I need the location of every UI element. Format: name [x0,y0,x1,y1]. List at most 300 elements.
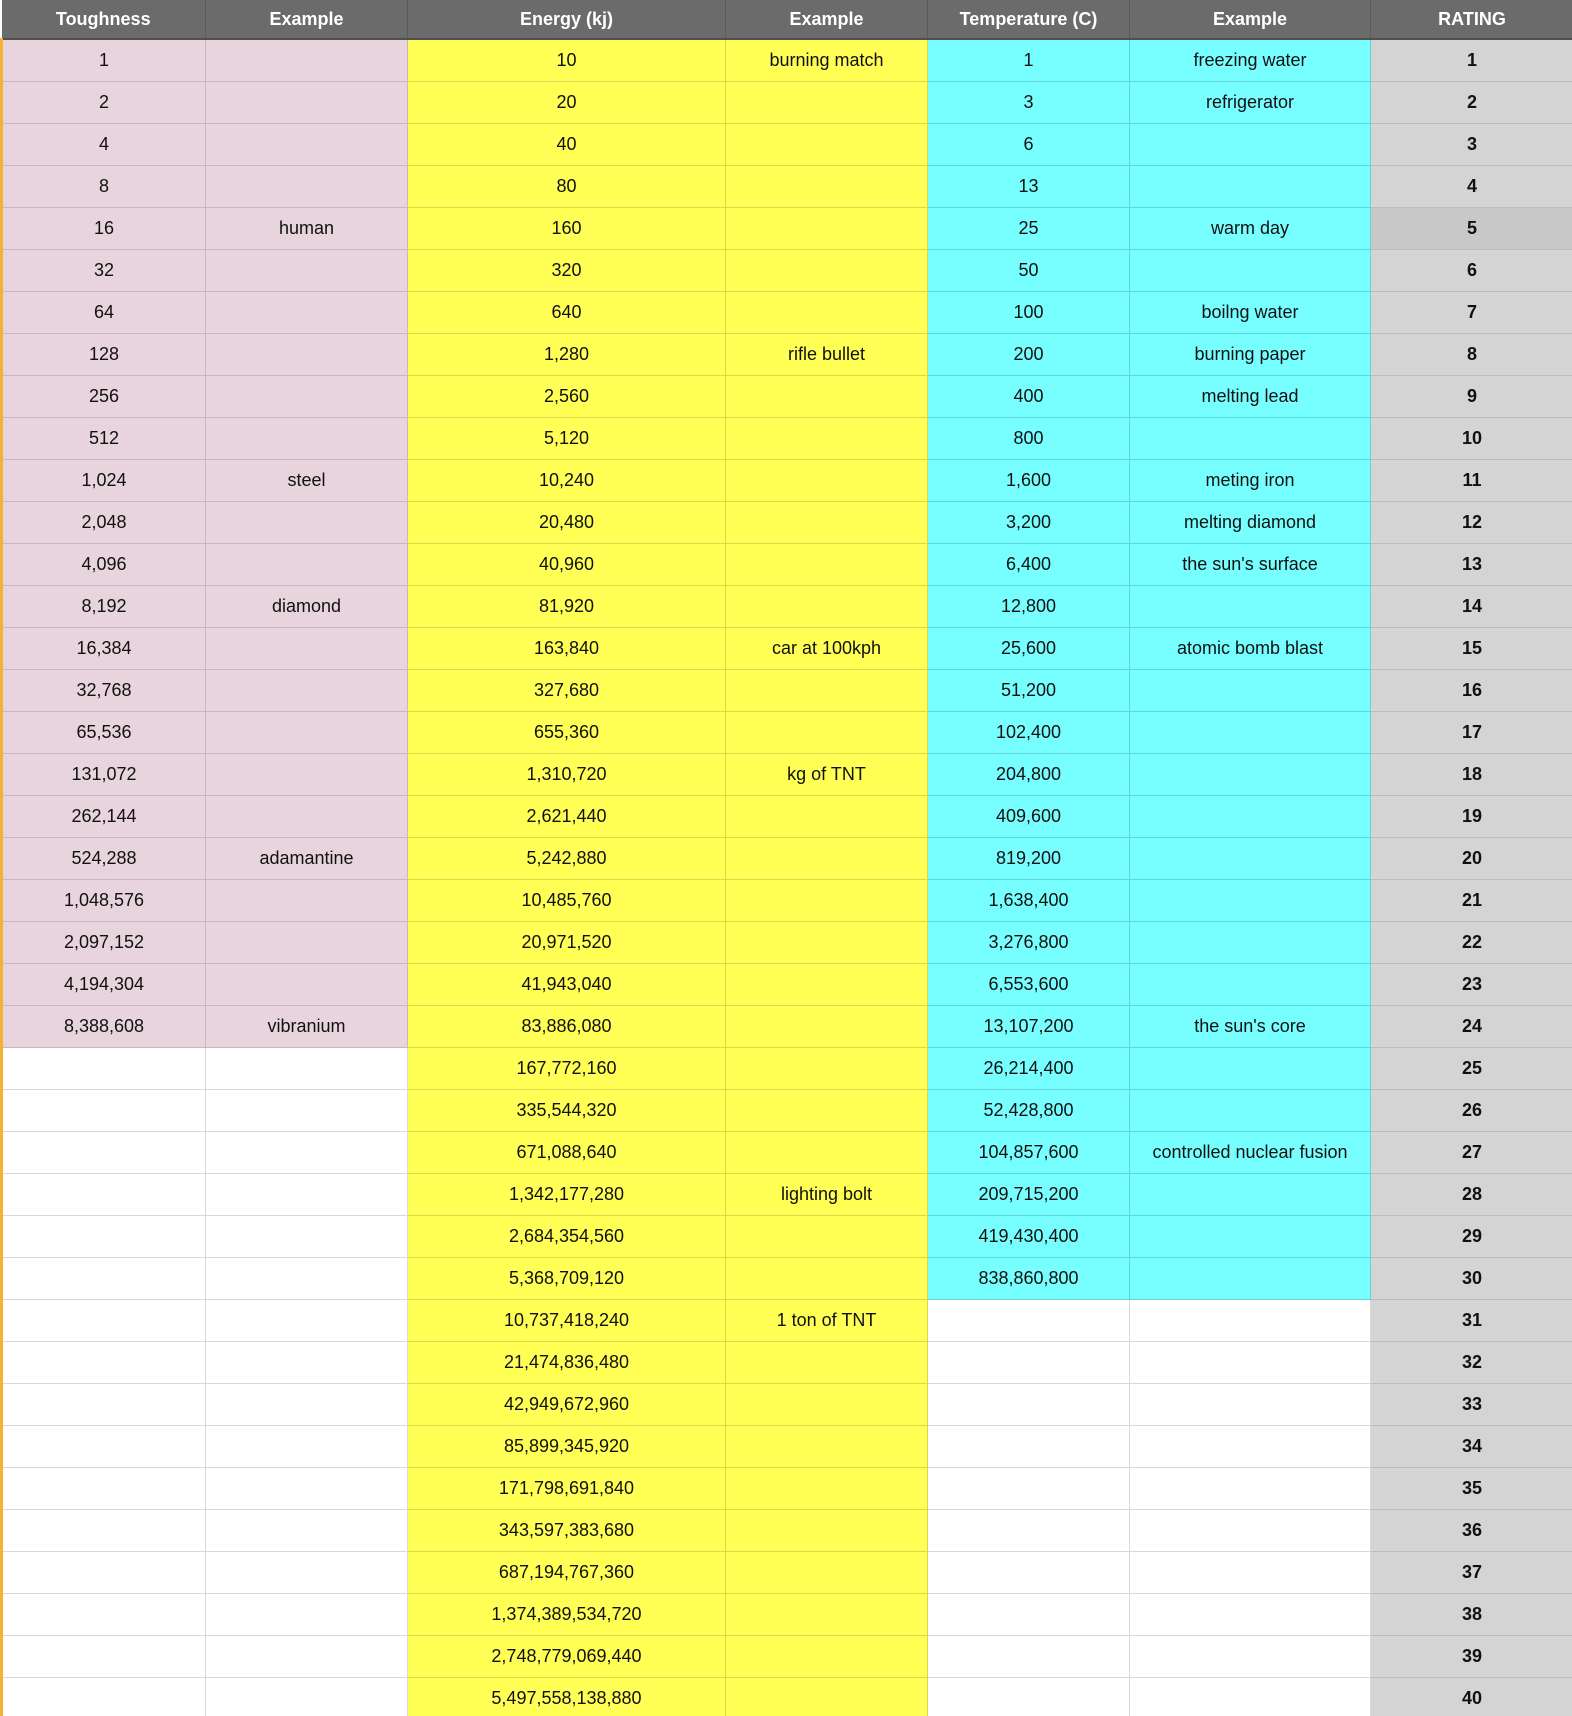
rating-cell[interactable]: 19 [1371,796,1572,838]
energy-cell[interactable]: 671,088,640 [408,1132,726,1174]
toughness-example-cell[interactable] [206,39,408,82]
header-toughness-example[interactable]: Example [206,0,408,39]
toughness-cell[interactable] [2,1678,206,1716]
toughness-cell[interactable] [2,1510,206,1552]
temperature-example-cell[interactable] [1130,670,1371,712]
header-temperature-example[interactable]: Example [1130,0,1371,39]
temperature-cell[interactable]: 26,214,400 [928,1048,1130,1090]
rating-cell[interactable]: 5 [1371,208,1572,250]
energy-cell[interactable]: 40,960 [408,544,726,586]
temperature-example-cell[interactable]: melting lead [1130,376,1371,418]
temperature-example-cell[interactable] [1130,712,1371,754]
temperature-example-cell[interactable]: warm day [1130,208,1371,250]
table-row [2,250,1572,292]
toughness-example-cell[interactable] [206,1174,408,1216]
toughness-cell[interactable]: 256 [2,376,206,418]
toughness-example-cell[interactable] [206,250,408,292]
energy-example-cell[interactable] [726,1426,928,1468]
rating-cell[interactable]: 14 [1371,586,1572,628]
energy-cell[interactable]: 1,280 [408,334,726,376]
temperature-cell[interactable]: 400 [928,376,1130,418]
rating-cell[interactable]: 27 [1371,1132,1572,1174]
toughness-cell[interactable] [2,1048,206,1090]
energy-cell[interactable]: 5,368,709,120 [408,1258,726,1300]
energy-example-cell[interactable] [726,1468,928,1510]
table-row [2,1342,1572,1384]
rating-cell[interactable]: 24 [1371,1006,1572,1048]
energy-cell[interactable]: 81,920 [408,586,726,628]
temperature-example-cell[interactable] [1130,1258,1371,1300]
rating-cell[interactable]: 20 [1371,838,1572,880]
toughness-cell[interactable] [2,1468,206,1510]
energy-cell[interactable]: 1,310,720 [408,754,726,796]
toughness-example-cell[interactable] [206,922,408,964]
toughness-example-cell[interactable] [206,1426,408,1468]
energy-cell[interactable]: 2,748,779,069,440 [408,1636,726,1678]
toughness-example-cell[interactable] [206,334,408,376]
table-row [2,922,1572,964]
toughness-cell[interactable]: 4,194,304 [2,964,206,1006]
energy-cell[interactable]: 10,737,418,240 [408,1300,726,1342]
toughness-example-cell[interactable] [206,82,408,124]
energy-cell[interactable]: 640 [408,292,726,334]
energy-cell[interactable]: 10 [408,39,726,82]
table-row [2,1678,1572,1716]
toughness-cell[interactable] [2,1426,206,1468]
rating-cell[interactable]: 28 [1371,1174,1572,1216]
header-temperature[interactable]: Temperature (C) [928,0,1130,39]
energy-cell[interactable]: 2,621,440 [408,796,726,838]
energy-example-cell[interactable] [726,376,928,418]
temperature-cell[interactable]: 13 [928,166,1130,208]
rating-cell[interactable]: 12 [1371,502,1572,544]
energy-example-cell[interactable] [726,502,928,544]
energy-example-cell[interactable] [726,1090,928,1132]
toughness-example-cell[interactable] [206,796,408,838]
energy-cell[interactable]: 5,120 [408,418,726,460]
rating-cell[interactable]: 38 [1371,1594,1572,1636]
energy-cell[interactable]: 83,886,080 [408,1006,726,1048]
table-row [2,712,1572,754]
rating-cell[interactable]: 3 [1371,124,1572,166]
rating-cell[interactable]: 34 [1371,1426,1572,1468]
temperature-example-cell[interactable]: the sun's core [1130,1006,1371,1048]
temperature-cell[interactable] [928,1300,1130,1342]
energy-example-cell[interactable]: kg of TNT [726,754,928,796]
energy-example-cell[interactable]: rifle bullet [726,334,928,376]
table-row [2,166,1572,208]
temperature-example-cell[interactable]: boilng water [1130,292,1371,334]
toughness-cell[interactable]: 32,768 [2,670,206,712]
toughness-cell[interactable]: 2,097,152 [2,922,206,964]
energy-example-cell[interactable] [726,418,928,460]
energy-cell[interactable]: 687,194,767,360 [408,1552,726,1594]
temperature-cell[interactable]: 419,430,400 [928,1216,1130,1258]
energy-cell[interactable]: 171,798,691,840 [408,1468,726,1510]
temperature-cell[interactable] [928,1678,1130,1716]
temperature-example-cell[interactable] [1130,418,1371,460]
temperature-example-cell[interactable]: atomic bomb blast [1130,628,1371,670]
toughness-example-cell[interactable] [206,1510,408,1552]
toughness-example-cell[interactable] [206,544,408,586]
energy-cell[interactable]: 343,597,383,680 [408,1510,726,1552]
table-row [2,1090,1572,1132]
toughness-cell[interactable] [2,1090,206,1132]
temperature-example-cell[interactable] [1130,1342,1371,1384]
energy-example-cell[interactable] [726,1552,928,1594]
toughness-example-cell[interactable] [206,1132,408,1174]
energy-example-cell[interactable] [726,166,928,208]
energy-example-cell[interactable] [726,1342,928,1384]
toughness-cell[interactable] [2,1258,206,1300]
temperature-cell[interactable] [928,1426,1130,1468]
rating-cell[interactable]: 11 [1371,460,1572,502]
temperature-cell[interactable]: 209,715,200 [928,1174,1130,1216]
energy-example-cell[interactable] [726,922,928,964]
energy-cell[interactable]: 42,949,672,960 [408,1384,726,1426]
temperature-example-cell[interactable] [1130,1300,1371,1342]
energy-example-cell[interactable] [726,82,928,124]
energy-cell[interactable]: 2,560 [408,376,726,418]
toughness-example-cell[interactable]: diamond [206,586,408,628]
toughness-cell[interactable]: 524,288 [2,838,206,880]
rating-cell[interactable]: 25 [1371,1048,1572,1090]
energy-example-cell[interactable] [726,292,928,334]
toughness-example-cell[interactable] [206,1342,408,1384]
toughness-example-cell[interactable] [206,1678,408,1716]
temperature-example-cell[interactable] [1130,250,1371,292]
header-energy[interactable]: Energy (kj) [408,0,726,39]
energy-example-cell[interactable] [726,964,928,1006]
temperature-cell[interactable]: 838,860,800 [928,1258,1130,1300]
energy-example-cell[interactable] [726,250,928,292]
temperature-cell[interactable]: 200 [928,334,1130,376]
toughness-example-cell[interactable] [206,670,408,712]
energy-example-cell[interactable] [726,1594,928,1636]
rating-cell[interactable]: 32 [1371,1342,1572,1384]
toughness-cell[interactable]: 16,384 [2,628,206,670]
rating-cell[interactable]: 21 [1371,880,1572,922]
temperature-cell[interactable]: 102,400 [928,712,1130,754]
temperature-cell[interactable]: 50 [928,250,1130,292]
toughness-example-cell[interactable] [206,1258,408,1300]
toughness-example-cell[interactable] [206,502,408,544]
rating-cell[interactable]: 9 [1371,376,1572,418]
temperature-cell[interactable]: 6,553,600 [928,964,1130,1006]
toughness-example-cell[interactable] [206,376,408,418]
energy-example-cell[interactable] [726,796,928,838]
temperature-cell[interactable]: 12,800 [928,586,1130,628]
toughness-example-cell[interactable] [206,166,408,208]
energy-cell[interactable]: 1,374,389,534,720 [408,1594,726,1636]
energy-example-cell[interactable]: lighting bolt [726,1174,928,1216]
energy-cell[interactable]: 20 [408,82,726,124]
temperature-example-cell[interactable]: burning paper [1130,334,1371,376]
temperature-example-cell[interactable] [1130,1048,1371,1090]
temperature-example-cell[interactable] [1130,124,1371,166]
temperature-cell[interactable] [928,1468,1130,1510]
temperature-cell[interactable]: 1,638,400 [928,880,1130,922]
temperature-example-cell[interactable] [1130,1384,1371,1426]
rating-cell[interactable]: 31 [1371,1300,1572,1342]
toughness-cell[interactable] [2,1216,206,1258]
rating-cell[interactable]: 40 [1371,1678,1572,1716]
temperature-cell[interactable]: 52,428,800 [928,1090,1130,1132]
temperature-cell[interactable]: 104,857,600 [928,1132,1130,1174]
toughness-example-cell[interactable] [206,1594,408,1636]
temperature-example-cell[interactable] [1130,1594,1371,1636]
rating-cell[interactable]: 23 [1371,964,1572,1006]
energy-cell[interactable]: 2,684,354,560 [408,1216,726,1258]
temperature-example-cell[interactable] [1130,1510,1371,1552]
rating-cell[interactable]: 2 [1371,82,1572,124]
temperature-cell[interactable]: 100 [928,292,1130,334]
energy-cell[interactable]: 41,943,040 [408,964,726,1006]
energy-example-cell[interactable] [726,1258,928,1300]
rating-cell[interactable]: 6 [1371,250,1572,292]
toughness-cell[interactable]: 128 [2,334,206,376]
energy-example-cell[interactable] [726,670,928,712]
toughness-cell[interactable] [2,1384,206,1426]
temperature-example-cell[interactable] [1130,166,1371,208]
temperature-example-cell[interactable]: the sun's surface [1130,544,1371,586]
table-row [2,460,1572,502]
temperature-cell[interactable] [928,1594,1130,1636]
energy-example-cell[interactable] [726,1384,928,1426]
temperature-cell[interactable]: 25 [928,208,1130,250]
toughness-example-cell[interactable] [206,1216,408,1258]
toughness-cell[interactable]: 262,144 [2,796,206,838]
rating-cell[interactable]: 10 [1371,418,1572,460]
rating-cell[interactable]: 7 [1371,292,1572,334]
header-row [2,0,1572,39]
temperature-example-cell[interactable] [1130,838,1371,880]
toughness-example-cell[interactable] [206,1048,408,1090]
temperature-example-cell[interactable] [1130,1174,1371,1216]
toughness-example-cell[interactable] [206,292,408,334]
rating-cell[interactable]: 22 [1371,922,1572,964]
energy-cell[interactable]: 5,242,880 [408,838,726,880]
rating-cell[interactable]: 35 [1371,1468,1572,1510]
toughness-cell[interactable]: 8,192 [2,586,206,628]
toughness-cell[interactable] [2,1132,206,1174]
temperature-cell[interactable]: 13,107,200 [928,1006,1130,1048]
table-row [2,964,1572,1006]
toughness-cell[interactable]: 16 [2,208,206,250]
toughness-example-cell[interactable] [206,418,408,460]
toughness-cell[interactable] [2,1174,206,1216]
temperature-example-cell[interactable]: freezing water [1130,39,1371,82]
temperature-example-cell[interactable]: meting iron [1130,460,1371,502]
temperature-example-cell[interactable] [1130,1468,1371,1510]
energy-cell[interactable]: 40 [408,124,726,166]
toughness-example-cell[interactable] [206,1090,408,1132]
energy-example-cell[interactable] [726,1678,928,1716]
table-row [2,1048,1572,1090]
toughness-cell[interactable]: 2,048 [2,502,206,544]
toughness-cell[interactable]: 8,388,608 [2,1006,206,1048]
header-energy-example[interactable]: Example [726,0,928,39]
rating-cell[interactable]: 29 [1371,1216,1572,1258]
temperature-example-cell[interactable] [1130,922,1371,964]
rating-cell[interactable]: 17 [1371,712,1572,754]
temperature-cell[interactable]: 51,200 [928,670,1130,712]
temperature-cell[interactable]: 204,800 [928,754,1130,796]
temperature-cell[interactable]: 1 [928,39,1130,82]
temperature-example-cell[interactable] [1130,964,1371,1006]
energy-example-cell[interactable]: car at 100kph [726,628,928,670]
rating-cell[interactable]: 1 [1371,39,1572,82]
energy-example-cell[interactable] [726,1006,928,1048]
toughness-cell[interactable]: 1 [2,39,206,82]
temperature-example-cell[interactable] [1130,1636,1371,1678]
energy-example-cell[interactable]: 1 ton of TNT [726,1300,928,1342]
toughness-cell[interactable] [2,1552,206,1594]
rating-cell[interactable]: 8 [1371,334,1572,376]
temperature-example-cell[interactable]: refrigerator [1130,82,1371,124]
energy-example-cell[interactable] [726,124,928,166]
temperature-cell[interactable]: 6 [928,124,1130,166]
toughness-cell[interactable] [2,1594,206,1636]
energy-example-cell[interactable] [726,1048,928,1090]
rating-cell[interactable]: 39 [1371,1636,1572,1678]
temperature-cell[interactable]: 3,200 [928,502,1130,544]
energy-example-cell[interactable] [726,1510,928,1552]
temperature-example-cell[interactable] [1130,796,1371,838]
toughness-example-cell[interactable] [206,1300,408,1342]
rating-cell[interactable]: 26 [1371,1090,1572,1132]
temperature-example-cell[interactable] [1130,1426,1371,1468]
energy-cell[interactable]: 320 [408,250,726,292]
toughness-cell[interactable]: 8 [2,166,206,208]
energy-cell[interactable]: 10,240 [408,460,726,502]
temperature-cell[interactable] [928,1384,1130,1426]
temperature-cell[interactable]: 6,400 [928,544,1130,586]
rating-cell[interactable]: 16 [1371,670,1572,712]
toughness-cell[interactable]: 1,024 [2,460,206,502]
energy-example-cell[interactable] [726,880,928,922]
temperature-example-cell[interactable] [1130,586,1371,628]
toughness-example-cell[interactable] [206,1636,408,1678]
toughness-example-cell[interactable] [206,712,408,754]
temperature-cell[interactable]: 1,600 [928,460,1130,502]
toughness-example-cell[interactable] [206,124,408,166]
header-toughness[interactable]: Toughness [2,0,206,39]
toughness-example-cell[interactable]: human [206,208,408,250]
temperature-example-cell[interactable] [1130,1552,1371,1594]
energy-cell[interactable]: 327,680 [408,670,726,712]
toughness-example-cell[interactable]: vibranium [206,1006,408,1048]
temperature-cell[interactable]: 3 [928,82,1130,124]
energy-example-cell[interactable] [726,1216,928,1258]
energy-example-cell[interactable] [726,208,928,250]
toughness-cell[interactable]: 512 [2,418,206,460]
energy-example-cell[interactable] [726,460,928,502]
energy-cell[interactable]: 20,480 [408,502,726,544]
temperature-cell[interactable]: 819,200 [928,838,1130,880]
toughness-example-cell[interactable]: adamantine [206,838,408,880]
table-row [2,1132,1572,1174]
temperature-cell[interactable]: 800 [928,418,1130,460]
header-rating[interactable]: RATING [1371,0,1572,39]
rating-cell[interactable]: 36 [1371,1510,1572,1552]
energy-example-cell[interactable]: burning match [726,39,928,82]
toughness-cell[interactable]: 4,096 [2,544,206,586]
toughness-example-cell[interactable]: steel [206,460,408,502]
toughness-cell[interactable] [2,1300,206,1342]
toughness-cell[interactable]: 1,048,576 [2,880,206,922]
energy-cell[interactable]: 163,840 [408,628,726,670]
toughness-example-cell[interactable] [206,964,408,1006]
toughness-cell[interactable]: 2 [2,82,206,124]
temperature-cell[interactable] [928,1510,1130,1552]
table-row [2,1174,1572,1216]
toughness-cell[interactable]: 32 [2,250,206,292]
energy-cell[interactable]: 335,544,320 [408,1090,726,1132]
temperature-cell[interactable]: 3,276,800 [928,922,1130,964]
toughness-example-cell[interactable] [206,1468,408,1510]
temperature-example-cell[interactable] [1130,1216,1371,1258]
temperature-example-cell[interactable]: controlled nuclear fusion [1130,1132,1371,1174]
toughness-cell[interactable]: 131,072 [2,754,206,796]
temperature-cell[interactable]: 25,600 [928,628,1130,670]
toughness-cell[interactable]: 64 [2,292,206,334]
energy-cell[interactable]: 85,899,345,920 [408,1426,726,1468]
rating-cell[interactable]: 33 [1371,1384,1572,1426]
energy-example-cell[interactable] [726,712,928,754]
energy-cell[interactable]: 1,342,177,280 [408,1174,726,1216]
energy-example-cell[interactable] [726,586,928,628]
energy-cell[interactable]: 655,360 [408,712,726,754]
rating-cell[interactable]: 18 [1371,754,1572,796]
energy-example-cell[interactable] [726,838,928,880]
energy-cell[interactable]: 10,485,760 [408,880,726,922]
temperature-example-cell[interactable]: melting diamond [1130,502,1371,544]
rating-cell[interactable]: 13 [1371,544,1572,586]
toughness-example-cell[interactable] [206,880,408,922]
rating-cell[interactable]: 37 [1371,1552,1572,1594]
temperature-cell[interactable] [928,1636,1130,1678]
toughness-example-cell[interactable] [206,1384,408,1426]
temperature-cell[interactable]: 409,600 [928,796,1130,838]
toughness-cell[interactable]: 4 [2,124,206,166]
temperature-example-cell[interactable] [1130,754,1371,796]
energy-example-cell[interactable] [726,1132,928,1174]
toughness-example-cell[interactable] [206,1552,408,1594]
energy-cell[interactable]: 21,474,836,480 [408,1342,726,1384]
temperature-cell[interactable] [928,1552,1130,1594]
energy-cell[interactable]: 160 [408,208,726,250]
rating-cell[interactable]: 4 [1371,166,1572,208]
energy-cell[interactable]: 80 [408,166,726,208]
energy-cell[interactable]: 167,772,160 [408,1048,726,1090]
energy-example-cell[interactable] [726,1636,928,1678]
energy-cell[interactable]: 5,497,558,138,880 [408,1678,726,1716]
temperature-example-cell[interactable] [1130,1090,1371,1132]
temperature-example-cell[interactable] [1130,880,1371,922]
temperature-cell[interactable] [928,1342,1130,1384]
temperature-example-cell[interactable] [1130,1678,1371,1716]
toughness-example-cell[interactable] [206,754,408,796]
rating-cell[interactable]: 15 [1371,628,1572,670]
toughness-cell[interactable] [2,1342,206,1384]
toughness-example-cell[interactable] [206,628,408,670]
energy-example-cell[interactable] [726,544,928,586]
toughness-cell[interactable]: 65,536 [2,712,206,754]
energy-cell[interactable]: 20,971,520 [408,922,726,964]
toughness-cell[interactable] [2,1636,206,1678]
rating-cell[interactable]: 30 [1371,1258,1572,1300]
